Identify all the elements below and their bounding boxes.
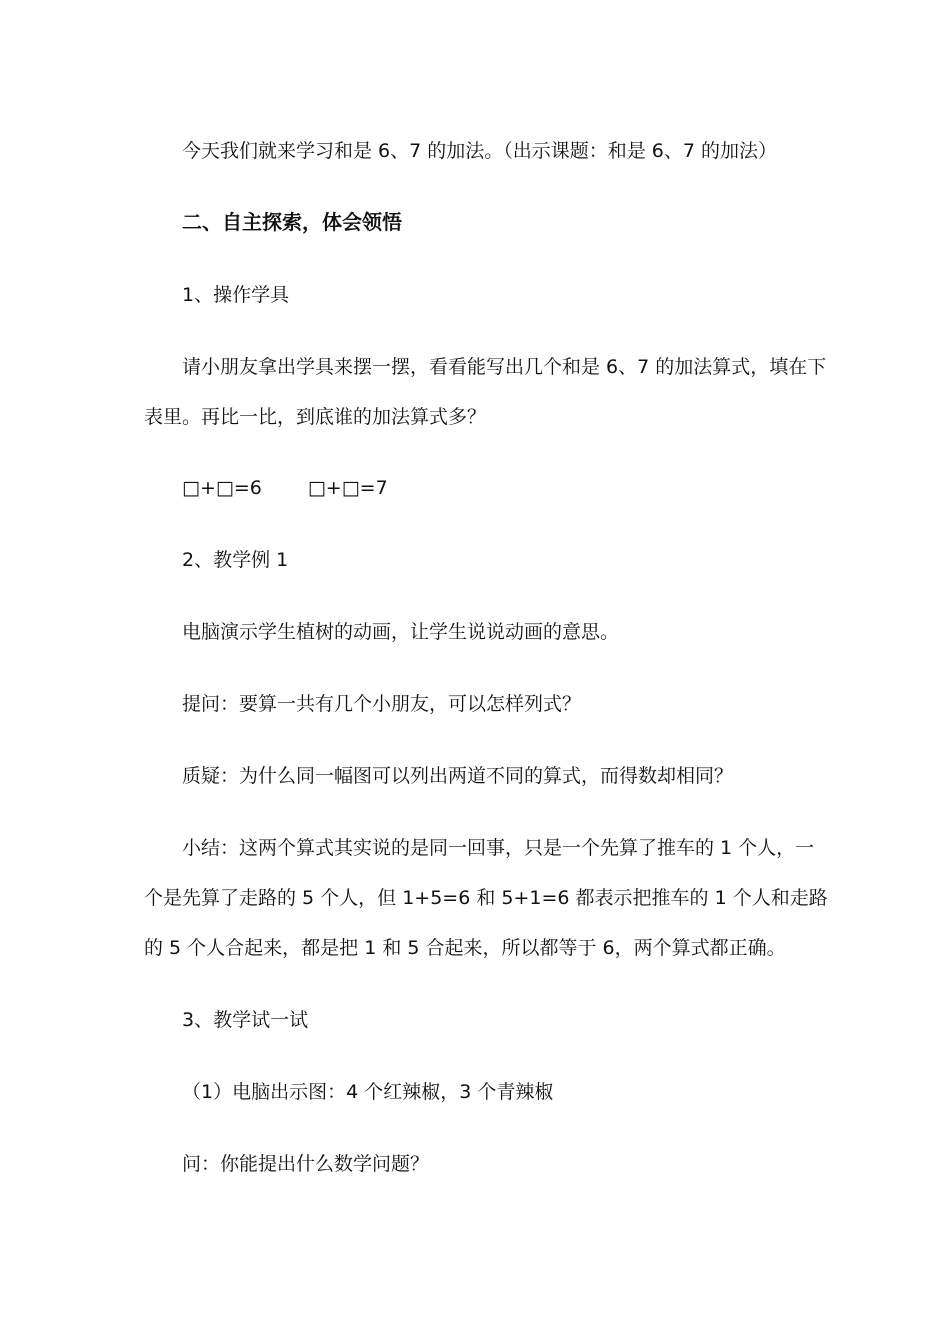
formula-sum-7: □+□=7 [307, 477, 388, 499]
paragraph-line: 个是先算了走路的 5 个人，但 1+5=6 和 5+1=6 都表示把推车的 1 个人和走路 [144, 887, 828, 909]
paragraph: 提问：要算一共有几个小朋友，可以怎样列式？ [182, 693, 582, 715]
paragraph-line: 小结：这两个算式其实说的是同一回事，只是一个先算了推车的 1 个人，一 [182, 837, 815, 859]
paragraph-line: 表里。再比一比，到底谁的加法算式多？ [144, 406, 487, 428]
formula-sum-6: □+□=6 [182, 477, 262, 499]
subsection-title-2: 2、教学例 1 [182, 549, 289, 571]
section-heading: 二、自主探索，体会领悟 [182, 210, 402, 234]
subsection-title-3: 3、教学试一试 [182, 1009, 309, 1031]
paragraph: 问：你能提出什么数学问题？ [182, 1153, 430, 1175]
subsection-title-1: 1、操作学具 [182, 284, 290, 306]
paragraph: （1）电脑出示图：4 个红辣椒，3 个青辣椒 [182, 1081, 554, 1103]
paragraph-line: 请小朋友拿出学具来摆一摆，看看能写出几个和是 6、7 的加法算式，填在下 [182, 356, 827, 378]
paragraph: 质疑：为什么同一幅图可以列出两道不同的算式，而得数却相同？ [182, 765, 734, 787]
paragraph: 电脑演示学生植树的动画，让学生说说动画的意思。 [182, 621, 620, 643]
paragraph-line: 的 5 个人合起来，都是把 1 和 5 合起来，所以都等于 6，两个算式都正确。 [144, 937, 786, 959]
intro-paragraph: 今天我们就来学习和是 6、7 的加法。（出示课题：和是 6、7 的加法） [182, 140, 778, 162]
formula-row [182, 476, 388, 500]
